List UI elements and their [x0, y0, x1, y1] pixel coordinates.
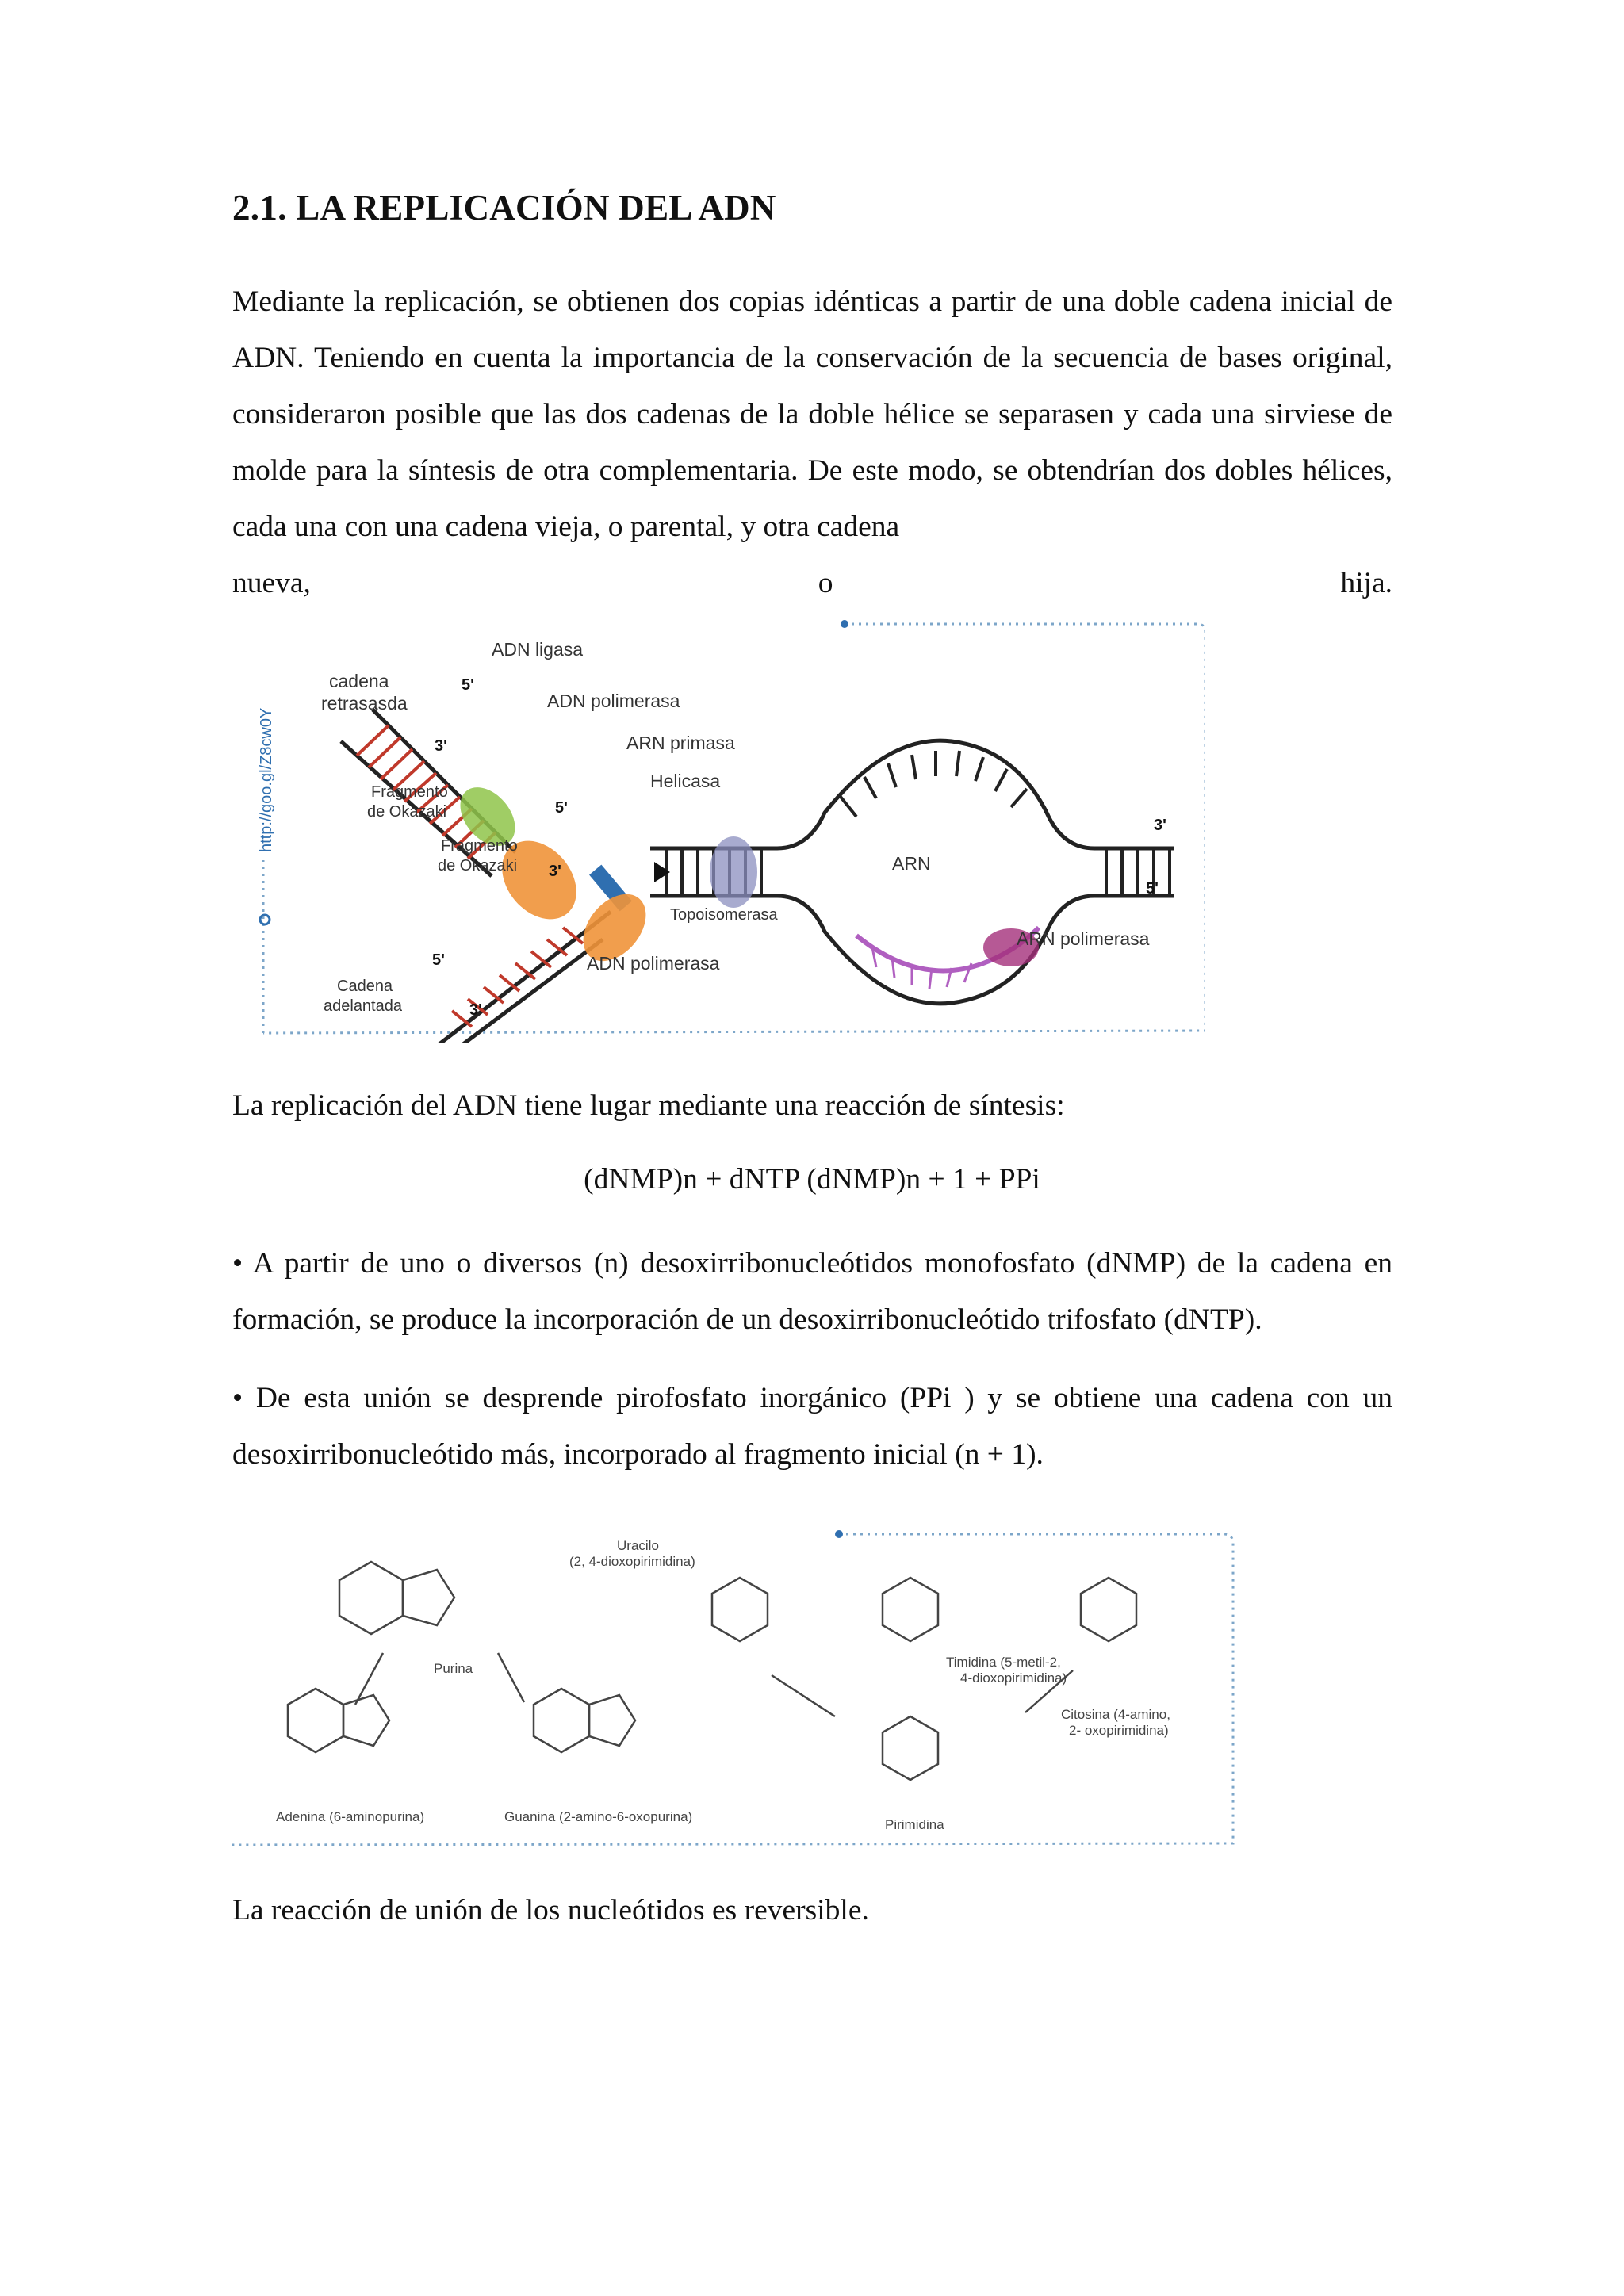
replication-fork-figure	[254, 614, 1205, 1043]
intro-word-nueva: nueva,	[232, 567, 311, 599]
label-adn-ligasa: ADN ligasa	[492, 639, 584, 660]
label-5prime-bottom: 5'	[432, 951, 445, 969]
frame-dotted-border	[263, 624, 1205, 1033]
figure-url: http://goo.gl/Z8cw0Y	[258, 707, 275, 852]
label-topoisomerasa: Topoisomerasa	[670, 906, 778, 924]
guanina-imidazole	[589, 1695, 635, 1746]
purina-imidazole	[403, 1570, 454, 1625]
label-okazaki-2b: de Okazaki	[438, 857, 518, 874]
label-adn-polimerasa-top: ADN polimerasa	[547, 691, 680, 711]
uracilo-ring	[712, 1578, 768, 1641]
bullet-2: • De esta unión se desprende pirofosfato inorgánico (PPi ) y se obtiene una cadena con un desoxirribonucleótido más, incorporado al fragmento inicial (n + 1).	[232, 1382, 1392, 1471]
label-5prime-right: 5'	[1146, 880, 1159, 897]
label-arn-polimerasa: ARN polimerasa	[1017, 928, 1150, 949]
label-purina: Purina	[434, 1661, 473, 1676]
label-uracilo-1: Uracilo	[617, 1538, 659, 1553]
label-pirimidina: Pirimidina	[885, 1817, 944, 1832]
bullet-1: • A partir de uno o diversos (n) desoxirribonucleótidos monofosfato (dNMP) de la cadena en formación, se produce la incorporación de un desoxirribonucleótido trifosfato (dNTP).	[232, 1247, 1392, 1336]
label-adn-polimerasa-bottom: ADN polimerasa	[587, 953, 720, 974]
intro-word-hija: hija.	[1340, 567, 1392, 599]
label-cadena-adelantada-2: adelantada	[324, 997, 402, 1015]
parental-helix-right	[1094, 848, 1174, 896]
label-cadena-retrasada-1: cadena	[329, 671, 389, 691]
label-5prime-top: 5'	[462, 676, 474, 694]
bases-frame-dot	[835, 1530, 843, 1538]
section-heading: 2.1. LA REPLICACIÓN DEL ADN	[232, 188, 776, 228]
arrow-pirimidina-uracilo	[772, 1675, 835, 1716]
intro-body: Mediante la replicación, se obtienen dos copias idénticas a partir de una doble cadena inicial de ADN. Teniendo en cuenta la importancia de la conservación de la secuencia de bases original, consideraron posible que las dos cadenas de la doble hélice se separasen y cada una sirviese de molde para la síntesis de otra complementaria. De este modo, se obtendrían dos dobles hélices, cada una con una cadena vieja, o parental, y otra cadena	[232, 285, 1392, 543]
purina-ring	[339, 1562, 403, 1634]
guanina-ring	[534, 1689, 589, 1752]
citosina-ring	[1081, 1578, 1136, 1641]
nitrogenous-bases-figure	[232, 1526, 1239, 1851]
label-3prime-top: 3'	[435, 737, 447, 755]
label-cadena-adelantada-1: Cadena	[337, 978, 393, 995]
label-arn-primasa: ARN primasa	[626, 733, 735, 753]
label-5prime-mid: 5'	[555, 799, 568, 817]
label-okazaki-1a: Fragmento	[371, 783, 448, 801]
label-arn: ARN	[892, 853, 931, 874]
label-guanina: Guanina (2-amino-6-oxopurina)	[504, 1809, 693, 1824]
pirimidina-ring	[883, 1716, 938, 1780]
label-citosina-2: 2- oxopirimidina)	[1069, 1723, 1169, 1738]
label-helicasa: Helicasa	[650, 771, 721, 791]
label-okazaki-2a: Fragmento	[441, 837, 518, 855]
label-uracilo-2: (2, 4-dioxopirimidina)	[569, 1554, 695, 1569]
arrow-purina-guanina	[498, 1653, 524, 1702]
label-citosina-1: Citosina (4-amino,	[1061, 1707, 1170, 1722]
intro-word-o: o	[818, 567, 833, 599]
intro-last-line	[232, 555, 1392, 611]
timidina-ring	[883, 1578, 938, 1641]
label-okazaki-1b: de Okazaki	[367, 803, 447, 821]
lagging-strand	[341, 710, 632, 934]
synthesis-equation: (dNMP)n + dNTP (dNMP)n + 1 + PPi	[584, 1163, 1040, 1196]
closing-line: La reacción de unión de los nucleótidos es reversible.	[232, 1894, 869, 1927]
label-3prime-right: 3'	[1154, 817, 1166, 834]
synthesis-line: La replicación del ADN tiene lugar mediante una reacción de síntesis:	[232, 1089, 1065, 1122]
adenina-imidazole	[343, 1695, 389, 1746]
frame-dot	[841, 620, 848, 628]
label-adenina: Adenina (6-aminopurina)	[276, 1809, 425, 1824]
label-timidina-1: Timidina (5-metil-2,	[946, 1655, 1061, 1670]
url-circle-icon	[260, 915, 270, 924]
intro-paragraph	[232, 274, 1392, 611]
label-timidina-2: 4-dioxopirimidina)	[960, 1670, 1067, 1686]
parental-helix-left	[650, 836, 777, 908]
replication-bubble	[777, 740, 1094, 1004]
adenina-ring	[288, 1689, 343, 1752]
label-3prime-mid: 3'	[549, 863, 561, 880]
label-3prime-bottom: 3'	[469, 1001, 482, 1019]
label-cadena-retrasada-2: retrasasda	[321, 693, 408, 714]
